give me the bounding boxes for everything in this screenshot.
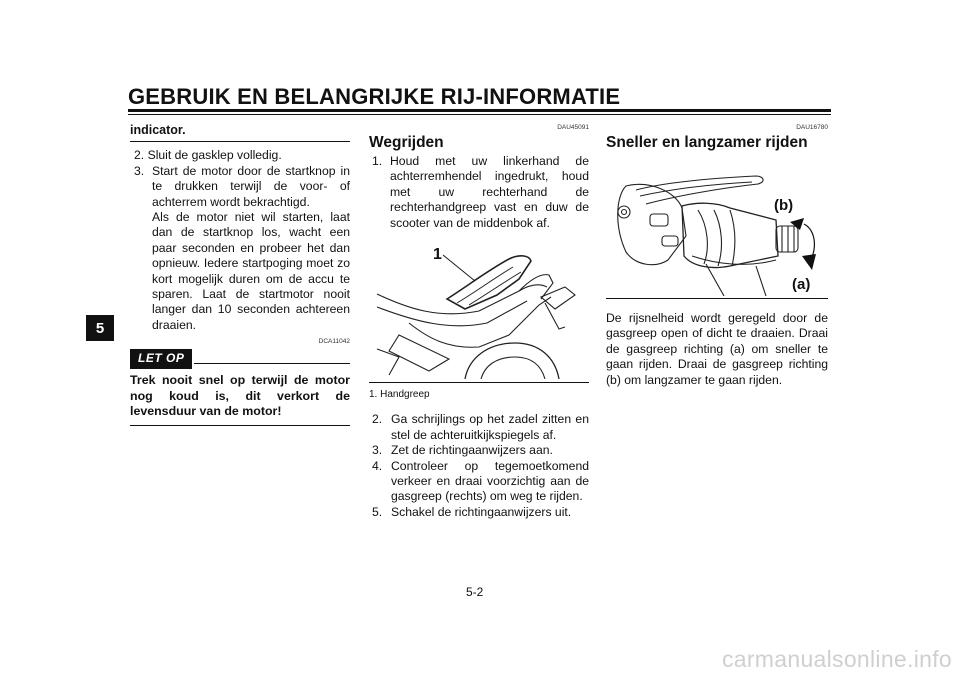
scooter-rear-illustration: [369, 239, 589, 379]
chapter-number: 5: [95, 319, 105, 337]
direction-label-a: (a): [792, 276, 811, 293]
step-number: 4.: [372, 458, 383, 473]
caution-badge: LET OP: [130, 349, 192, 368]
list-item: [369, 443, 589, 458]
column-2: [369, 124, 589, 520]
heading-rule: [130, 141, 350, 142]
section-heading-throttle: Sneller en langzamer rijden: [606, 134, 808, 151]
throttle-figure: [606, 156, 828, 296]
list-item: [369, 412, 589, 443]
start-steps-list: [130, 148, 350, 210]
step-text: Controleer op tegemoetkomend verkeer en draai voorzichtig aan de gasgreep (rechts) om weg te rijden.: [391, 458, 589, 504]
caution-header: [130, 349, 350, 369]
start-note: Als de motor niet wil starten, laat dan de startknop los, wacht een paar seconden en probeer het dan opnieuw. Iedere startpoging moet zo kort mogelijk duren om de accu te sparen. Laat de startmotor nooit langer dan 10 seconden achtereen draaien.: [152, 210, 350, 332]
step-number: 2.: [134, 148, 145, 163]
section-code: DAU16780: [796, 124, 828, 131]
step-text: Ga schrijlings op het zadel zitten en stel de achteruitkijkspiegels af.: [391, 412, 589, 442]
column-1: [130, 124, 350, 426]
step-text: Start de motor door de startknop in te drukken terwijl de voor- of achterrem wordt bekrachtigd.: [152, 163, 350, 209]
direction-label-b: (b): [774, 197, 794, 214]
step-text: Schakel de richtingaanwijzers uit.: [391, 504, 572, 519]
step-number: 1.: [372, 154, 383, 168]
column-3: [606, 124, 828, 388]
scooter-figure: [369, 239, 589, 379]
watermark: carmanualsonline.info: [721, 646, 952, 672]
caution-rule: [194, 363, 350, 364]
list-item: [369, 154, 589, 231]
section-heading-wegrijden: Wegrijden: [369, 134, 444, 151]
list-item: [369, 459, 589, 505]
figure-rule: [369, 382, 589, 383]
caution-code: DCA11042: [318, 338, 350, 346]
chapter-tab: [86, 315, 114, 341]
figure-caption: 1. Handgreep: [369, 389, 430, 401]
figure-callout-1: 1: [433, 246, 442, 264]
caution-end-rule: [130, 425, 350, 426]
step-number: 3.: [134, 163, 145, 178]
throttle-grip-illustration: [606, 156, 828, 296]
step-text: Sluit de gasklep volledig.: [147, 148, 282, 163]
step-number: 5.: [372, 504, 383, 519]
caution-text: Trek nooit snel op terwijl de motor nog koud is, dit verkort de levensduur van de motor!: [130, 373, 350, 419]
list-item: [130, 148, 350, 163]
throttle-body-text: De rijsnelheid wordt geregeld door de gasgreep open of dicht te draaien. Draai de gasgreep richting (a) om sneller te gaan rijden. Draai de gasgreep richting (b) om langzamer te gaan rijden.: [606, 311, 828, 387]
step-text: Houd met uw linkerhand de achterremhendel ingedrukt, houd met uw rechterhand de rechterhandgreep vast en duw de scooter van de middenbok af.: [390, 154, 589, 230]
page-title: GEBRUIK EN BELANGRIJKE RIJ-INFORMATIE: [128, 84, 621, 109]
ride-off-step1: [369, 154, 589, 231]
section-code: DAU45091: [557, 124, 589, 131]
figure-rule: [606, 298, 828, 299]
title-underline: [128, 109, 831, 112]
step-text: Zet de richtingaanwijzers aan.: [391, 443, 553, 458]
title-underline-thin: [128, 114, 831, 115]
list-item: [130, 164, 350, 210]
step-number: 3.: [372, 443, 383, 458]
list-item: [369, 505, 589, 520]
page-number: 5-2: [466, 585, 484, 599]
step-number: 2.: [372, 412, 383, 427]
ride-off-steps: [369, 412, 589, 520]
section-heading-indicator: indicator.: [130, 123, 186, 137]
